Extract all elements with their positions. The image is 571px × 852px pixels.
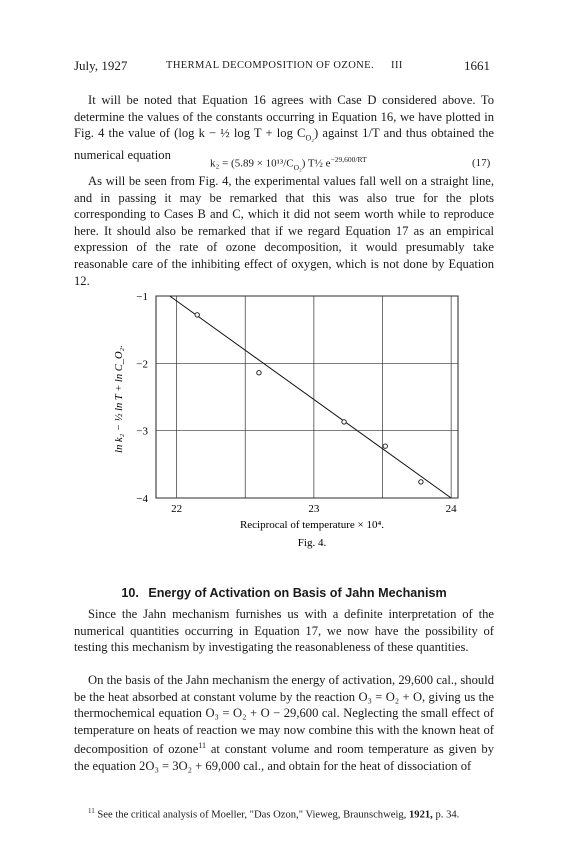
header-title <box>166 60 403 71</box>
paragraph-1 <box>74 92 494 164</box>
chart-x-label: Reciprocal of temperature × 10⁴. <box>239 519 385 531</box>
chart-grid <box>156 296 458 498</box>
section-title: Energy of Activation on Basis of Jahn Mechanism <box>148 586 447 600</box>
chart-frame <box>156 296 458 498</box>
figure-4-chart <box>100 284 480 550</box>
para1-text: It will be noted that Equation 16 agrees with Case D considered above. To determine the values of the constants occurring in Equation 16, we have plotted in Fig. 4 the value of (log k − ½ log T + log C <box>74 93 494 141</box>
chart-x-tick-label: 24 <box>445 503 457 515</box>
para4-tail: at constant volume and room temperature as given by the equation 2O₃ = 3O₂ + 69,000 cal., and obtain for the heat of dissociation of <box>74 742 494 774</box>
para4-text: On the basis of the Jahn mechanism the energy of activation, 29,600 cal., should be the heat absorbed at constant volume by the reaction O₃ = O₂ + O, giving us the thermochemical equation O₃ = O₂ + O − 29,600 cal. Neglecting the small effect of temperature on heats of reaction we may now combine this with the known heat of decomposition of ozone <box>74 673 494 757</box>
footnote-year: 1921, <box>408 809 433 821</box>
footnote-11 <box>74 805 494 822</box>
chart-series-line <box>170 296 451 498</box>
chart-fit-line <box>170 296 451 498</box>
chart-y-ticks <box>136 291 148 505</box>
paragraph-3 <box>74 606 494 656</box>
chart-y-tick-label: −1 <box>136 291 148 303</box>
footnote-text: See the critical analysis of Moeller, "Das Ozon," Vieweg, Braunschweig, <box>94 809 409 821</box>
header-date: July, 1927 <box>74 58 128 73</box>
equation-17 <box>210 155 367 172</box>
chart-y-tick-label: −2 <box>136 358 148 371</box>
chart-x-tick-label: 23 <box>308 503 320 515</box>
equation-sup: −29,600/RT <box>330 155 367 164</box>
footnote-mark: 11 <box>88 807 95 815</box>
paragraph-2 <box>74 173 494 289</box>
figure-caption: Fig. 4. <box>297 537 327 549</box>
chart-y-tick-label: −3 <box>136 425 148 438</box>
chart-data-point <box>257 371 261 375</box>
equation-text: k₂ = (5.89 × 10¹³/C <box>210 157 294 170</box>
chart-x-tick-label: 22 <box>171 503 183 515</box>
header-part: III <box>391 60 403 71</box>
para4-footnote-ref: 11 <box>198 741 207 751</box>
paragraph-4 <box>74 672 494 775</box>
para3-text: Since the Jahn mechanism furnishes us with a definite interpretation of the numerical quantities occurring in Equation 17, we now have the possibility of testing this mechanism by investigating the reasonableness of these quantities. <box>74 607 494 655</box>
footnote-tail: p. 34. <box>432 809 460 821</box>
header-page-number: 1661 <box>464 58 490 73</box>
para1-sub: O₂ <box>305 133 315 143</box>
chart-y-tick-label: −4 <box>136 493 148 505</box>
equation-number: (17) <box>472 157 491 169</box>
chart-data-point <box>195 313 199 317</box>
equation-sub: O₂ <box>293 162 302 172</box>
chart-data-point <box>342 420 346 424</box>
section-number: 10. <box>121 586 139 600</box>
chart-y-label: ln k₂ − ½ ln T + ln C_O₂. <box>114 345 125 453</box>
para1-tail: ) against 1/T and thus obtained the numerical equation <box>74 126 494 163</box>
section-heading <box>74 586 494 600</box>
header-title-text: THERMAL DECOMPOSITION OF OZONE. <box>166 60 375 71</box>
chart-data-point <box>383 444 387 448</box>
chart-x-ticks <box>171 503 457 515</box>
para2-text: As will be seen from Fig. 4, the experimental values fall well on a straight line, and in passing it may be remarked that this was also true for the plots corresponding to Cases B and C, which it did not seem worth while to reproduce here. It should also be remarked that if we regard Equation 17 as an empirical expression of the rate of ozone decomposition, it would presumably take reasonable care of the inhibiting effect of oxygen, which is not done by Equation 12. <box>74 174 494 288</box>
equation-mid: ) T½ e <box>301 157 331 170</box>
chart-data-point <box>419 480 423 484</box>
